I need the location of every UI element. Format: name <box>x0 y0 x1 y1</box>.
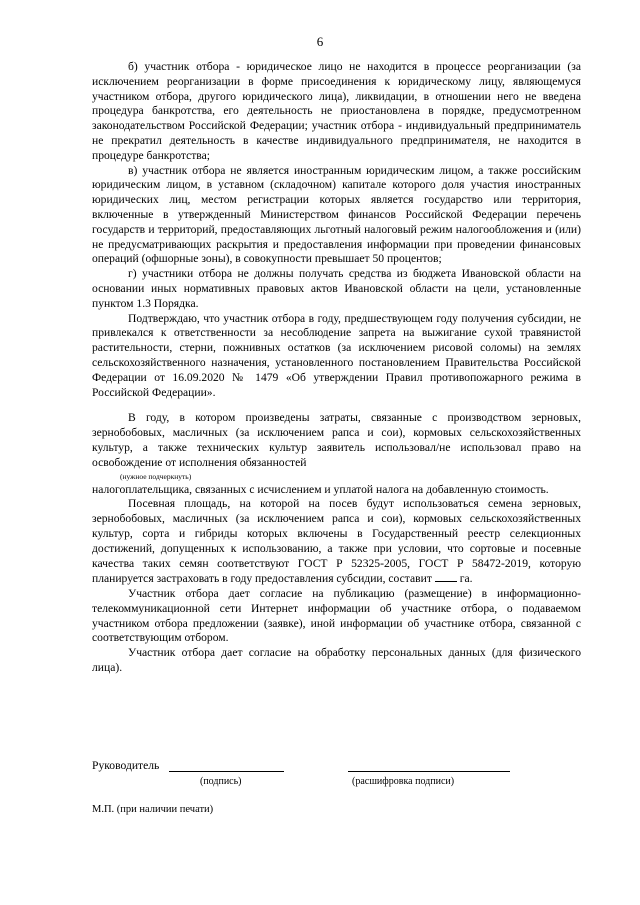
paragraph-area <box>92 497 581 587</box>
spacer <box>92 400 581 411</box>
underline-note: (нужное подчеркнуть) <box>120 471 192 481</box>
signature-caption: (подпись) <box>200 776 242 787</box>
signature-label: Руководитель <box>92 759 160 772</box>
document-body <box>92 60 581 676</box>
paragraph-year-part2: налогоплательщика, связанных с исчислением и уплатой налога на добавленную стоимость. <box>92 482 549 496</box>
stamp-note: М.П. (при наличии печати) <box>92 804 214 815</box>
paragraph-g: г) участники отбора не должны получать средства из бюджета Ивановской области на основании иных нормативных правовых актов Ивановской области на цели, установленные пунктом 1.3 Порядка. <box>92 267 581 310</box>
area-text: Посевная площадь, на которой на посев будут использоваться семена зерновых, зернобобовых, масличных (за исключением рапса и сои), кормовых сельскохозяйственных культур, сорта и гибриды которых включены в Государственный реестр селекционных достижений, допущенных к использованию, а также при условии, что сортовые и посевные качества таких семян соответствуют ГОСТ Р 52325-2005, ГОСТ Р 58472-2019, которую планируется застраховать в году предоставления субсидии, составит <box>92 497 581 586</box>
paragraph-b: б) участник отбора - юридическое лицо не находится в процессе реорганизации (за исключением реорганизации в форме присоединения к юридическому лицу, являющемуся участником отбора, другого юридического лица), ликвидации, в отношении него не введена процедура банкротства, его деятельность не приостановлена в порядке, предусмотренном законодательством Российской Федерации; участник отбора - индивидуальный предприниматель не прекратил деятельность в качестве индивидуального предпринимателя, не находится в процедуре банкротства; <box>92 60 581 162</box>
signature-block <box>92 759 581 787</box>
signature-decode-caption: (расшифровка подписи) <box>352 776 455 787</box>
area-blank-field[interactable] <box>435 571 457 582</box>
signature-decode-line[interactable] <box>348 771 510 772</box>
paragraph-confirm: Подтверждаю, что участник отбора в году, предшествующем году получения субсидии, не привлекался к ответственности за несоблюдение запрета на выжигание сухой травянистой растительности, стерни, пожнивных остатков (за исключением рисовой соломы) на землях сельскохозяйственного назначения, установленного постановлением Правительства Российской Федерации от 16.09.2020 № 1479 «Об утверждении Правил противопожарного режима в Российской Федерации». <box>92 311 581 399</box>
paragraph-year-part1: В году, в котором произведены затраты, связанные с производством зерновых, зернобобовых, масличных (за исключением рапса и сои), кормовых сельскохозяйственных культур, а также технических культур заявитель использовал/не использовал право на освобождение от исполнения обязанностей <box>92 411 581 469</box>
paragraph-consent-publish: Участник отбора дает согласие на публикацию (размещение) в информационно-телекоммуникационной сети Интернет информации об участнике отбора, о подаваемом участником отбора предложении (заявке), иной информации об участнике отбора, связанной с соответствующим отбором. <box>92 587 581 645</box>
paragraph-consent-personal: Участник отбора дает согласие на обработку персональных данных (для физического лица). <box>92 646 581 675</box>
area-unit: га. <box>459 572 473 586</box>
paragraph-v: в) участник отбора не является иностранным юридическим лицом, а также российским юридическим лицом, в уставном (складочном) капитале которого доля участия иностранных юридических лиц, местом регистрации которых является государство или территория, включенные в утвержденный Министерством финансов Российской Федерации перечень государств и территорий, предоставляющих льготный налоговый режим налогообложения и (или) не предусматривающих раскрытия и предоставления информации при проведении финансовых операций (офшорные зоны), в совокупности превышает 50 процентов; <box>92 163 581 266</box>
signature-line[interactable] <box>169 771 284 772</box>
page-number: 6 <box>316 34 324 49</box>
